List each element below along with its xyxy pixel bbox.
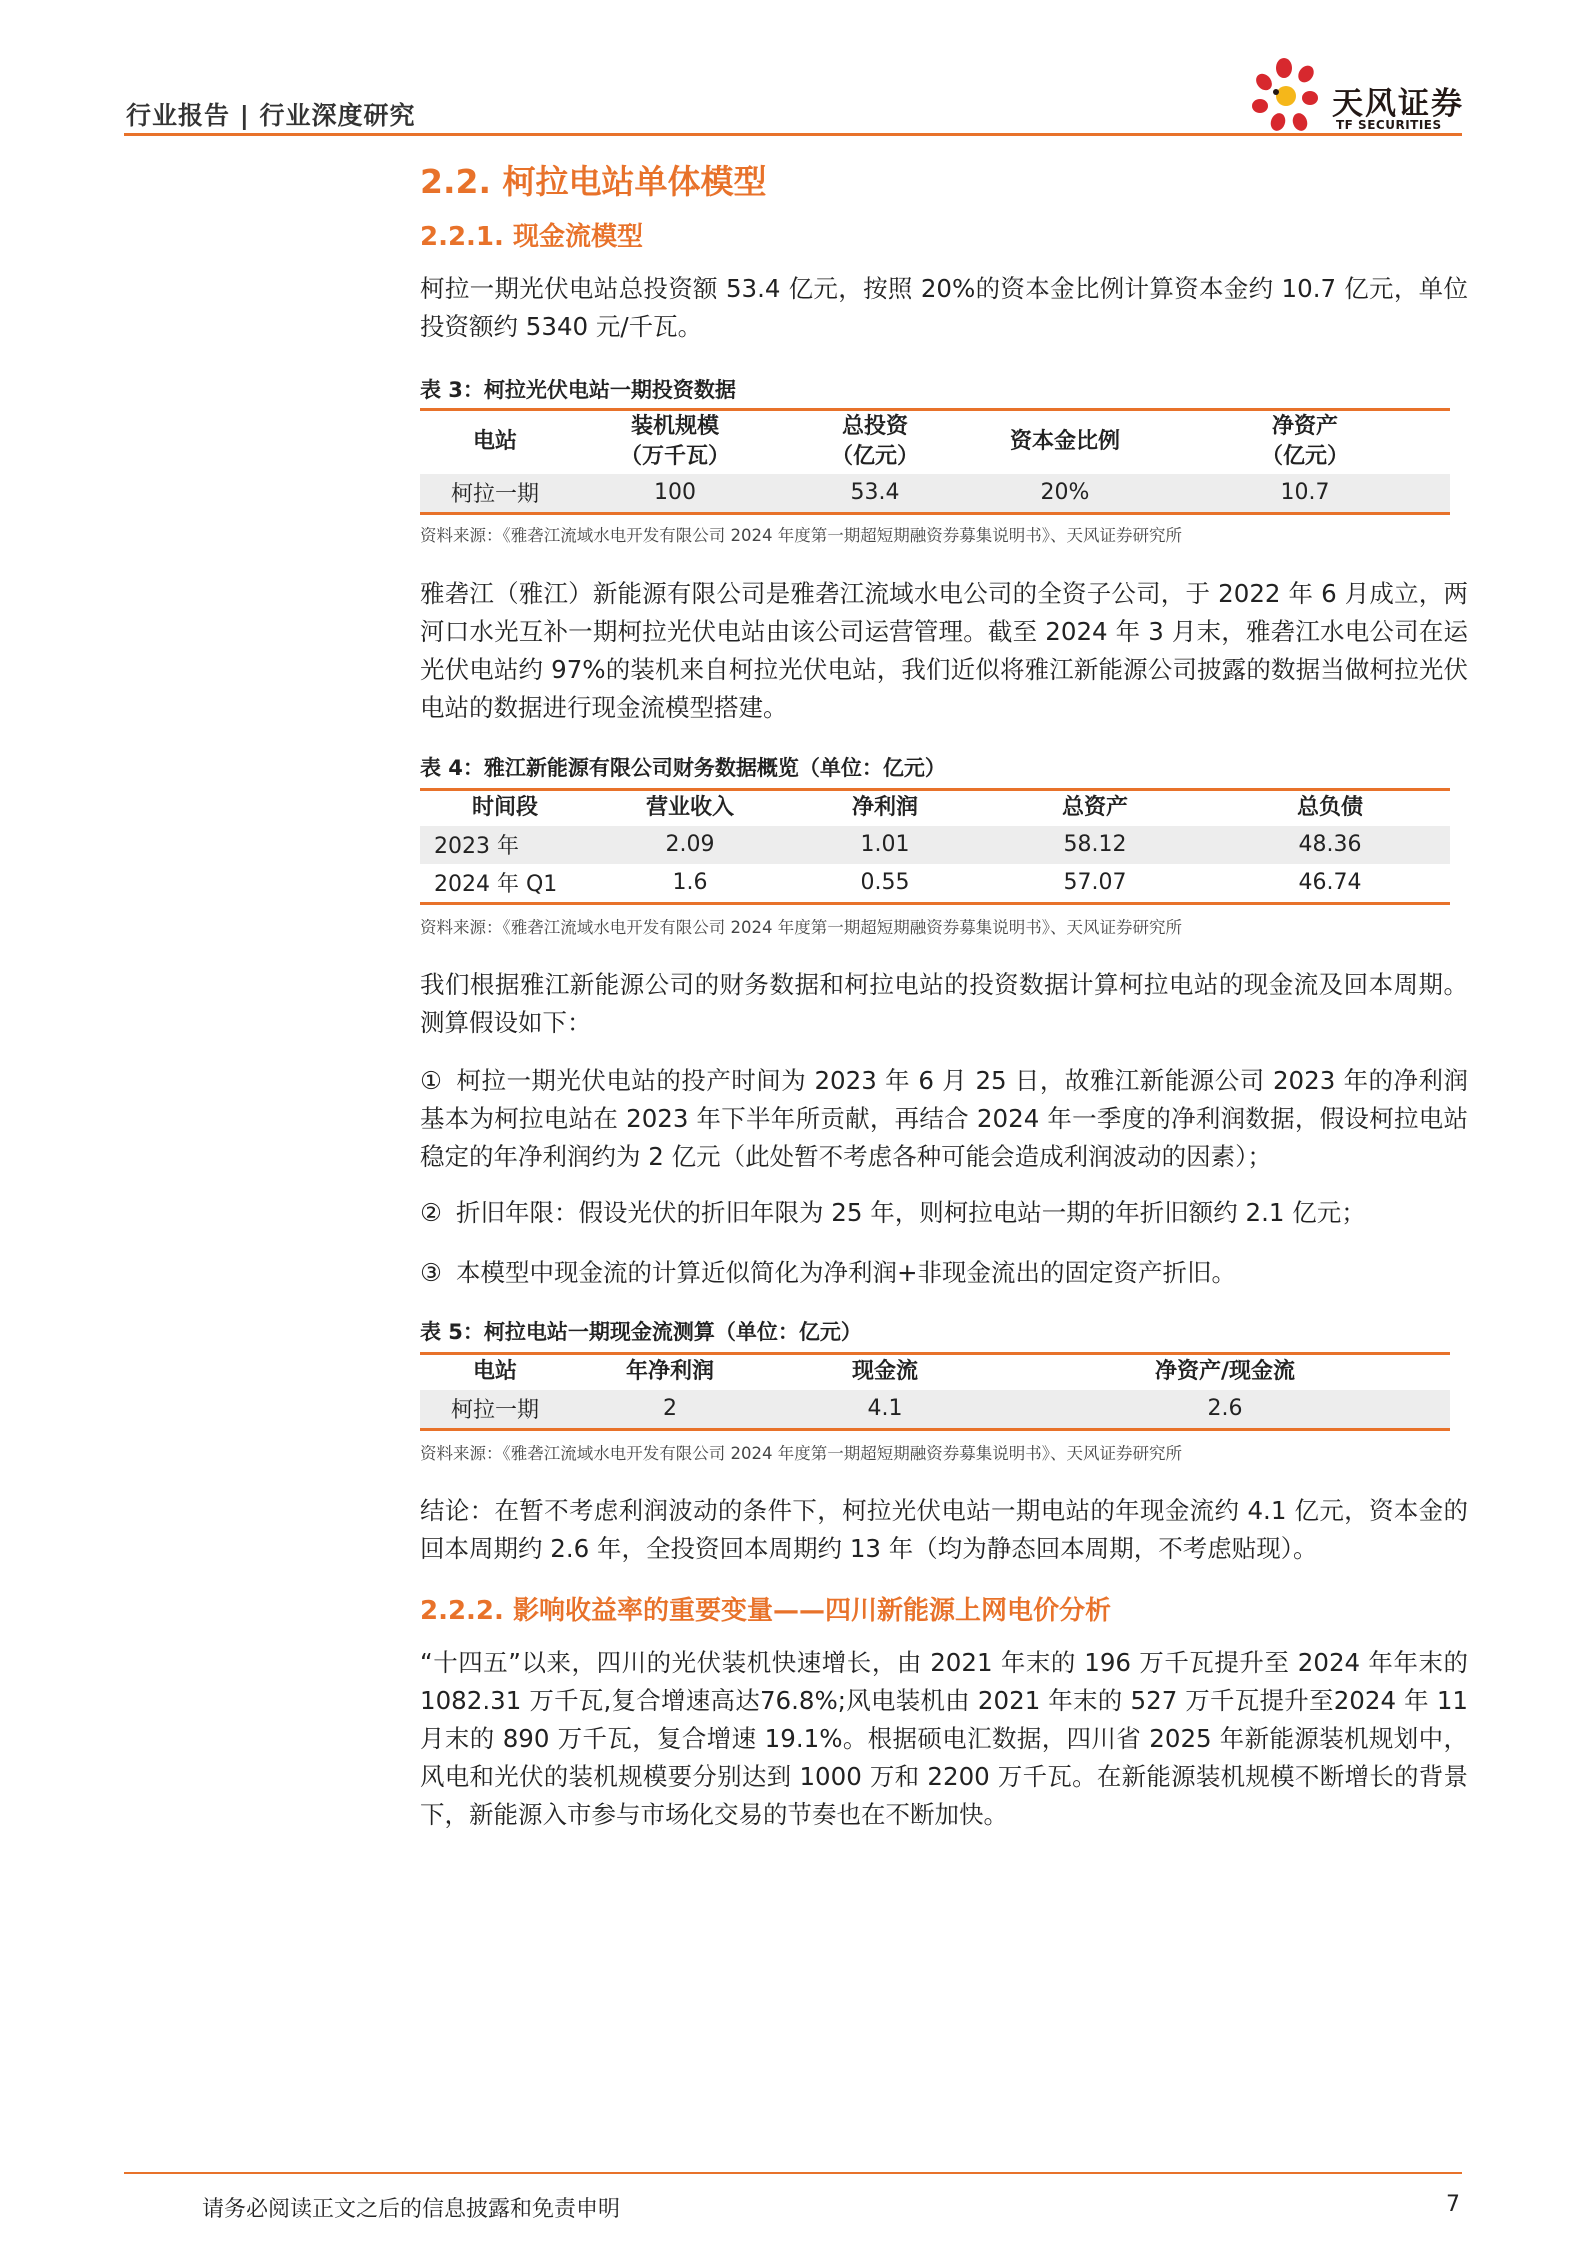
table3-cell-station: 柯拉一期 (450, 482, 539, 507)
table4-cell: 48.36 (1298, 832, 1362, 857)
list-item (420, 1254, 1468, 1292)
table4-cell: 2023 年 (434, 834, 519, 859)
table3-header-capacity-label: 装机规模 (630, 414, 719, 440)
table-row (420, 826, 1450, 864)
subsection-heading-2-2-1: 2.2.1. 现金流模型 (420, 222, 643, 252)
table3-header-net-assets-label: 净资产 (1271, 414, 1338, 440)
table3-header-investment (780, 410, 970, 474)
table5-cell-net-profit: 2 (663, 1396, 677, 1421)
table5-caption: 表 5：柯拉电站一期现金流测算（单位：亿元） (420, 1320, 862, 1344)
footer-divider (124, 2172, 1462, 2174)
table5-header-station: 电站 (472, 1359, 517, 1385)
tf-securities-logo (1248, 56, 1478, 138)
logo-english-name: TF SECURITIES (1336, 118, 1442, 132)
table4-header-net-profit: 净利润 (851, 795, 918, 821)
table3-cell-equity-ratio: 20% (1040, 480, 1090, 505)
table3-header-net-assets-unit: （亿元） (1260, 444, 1349, 470)
table4-header-total-assets: 总资产 (1061, 795, 1128, 821)
table3-header-net-assets (1160, 410, 1450, 474)
table4-source: 资料来源：《雅砻江流域水电开发有限公司 2024 年度第一期超短期融资券募集说明书》、天风证券研究所 (420, 918, 1182, 937)
list-item-text: 本模型中现金流的计算近似简化为净利润+非现金流出的固定资产折旧。 (456, 1258, 1237, 1287)
table-row (420, 474, 1450, 514)
table5-header-cashflow: 现金流 (851, 1359, 918, 1385)
table4-cell: 46.74 (1298, 870, 1362, 895)
table3-header-capacity (570, 410, 780, 474)
table5-cell-cashflow: 4.1 (867, 1396, 903, 1421)
list-item-text: 折旧年限：假设光伏的折旧年限为 25 年，则柯拉电站一期的年折旧额约 2.1 亿元； (456, 1198, 1366, 1227)
table5-source: 资料来源：《雅砻江流域水电开发有限公司 2024 年度第一期超短期融资券募集说明书》、天风证券研究所 (420, 1444, 1182, 1463)
table4-cell: 1.01 (860, 832, 910, 857)
list-marker: ② (420, 1198, 442, 1227)
page-number: 7 (1446, 2192, 1460, 2217)
table3-header-investment-label: 总投资 (841, 414, 908, 440)
table3-investment-data (420, 408, 1450, 515)
table4-header-revenue: 营业收入 (645, 795, 734, 821)
paragraph-sichuan-capacity: “十四五”以来，四川的光伏装机快速增长，由 2021 年末的 196 万千瓦提升至 2024 年年末的1082.31 万千瓦,复合增速高达76.8%;风电装机由 2021 年末的 527 万千瓦提升至2024 年 11 月末的 890 万千瓦，复合增速 19.1%。根据硕电汇数据，四川省 2025 年新能源装机规划中，风电和光伏的装机规模要分别达到 1000 万和 2200 万千瓦。在新能源装机规模不断增长的背景下，新能源入市参与市场化交易的节奏也在不断加快。 (420, 1648, 1468, 1829)
table3-source: 资料来源：《雅砻江流域水电开发有限公司 2024 年度第一期超短期融资券募集说明书》、天风证券研究所 (420, 526, 1182, 545)
paragraph-company-intro: 雅砻江（雅江）新能源有限公司是雅砻江流域水电公司的全资子公司，于 2022 年 6 月成立，两河口水光互补一期柯拉光伏电站由该公司运营管理。截至 2024 年 3 月末，雅砻江水电公司在运光伏电站约 97%的装机来自柯拉光伏电站，我们近似将雅江新能源公司披露的数据当做柯拉光伏电站的数据进行现金流模型搭建。 (420, 579, 1468, 722)
table4-financial-data (420, 788, 1450, 905)
list-item (420, 1194, 1468, 1232)
table4-cell: 1.6 (672, 870, 708, 895)
table4-cell: 0.55 (860, 870, 910, 895)
table-row (420, 1390, 1450, 1430)
table4-caption: 表 4：雅江新能源有限公司财务数据概览（单位：亿元） (420, 756, 946, 780)
table3-header-capacity-unit: （万千瓦） (619, 444, 730, 470)
table3-caption: 表 3：柯拉光伏电站一期投资数据 (420, 378, 736, 402)
table4-header-total-liabilities: 总负债 (1296, 795, 1363, 821)
table5-header-payback: 净资产/现金流 (1154, 1359, 1296, 1385)
logo-chinese-name: 天风证券 (1332, 86, 1464, 122)
list-marker: ③ (420, 1258, 442, 1287)
paragraph-conclusion: 结论：在暂不考虑利润波动的条件下，柯拉光伏电站一期电站的年现金流约 4.1 亿元，资本金的回本周期约 2.6 年，全投资回本周期约 13 年（均为静态回本周期，不考虑贴现）。 (420, 1496, 1468, 1563)
paragraph-assumptions-intro: 我们根据雅江新能源公司的财务数据和柯拉电站的投资数据计算柯拉电站的现金流及回本周期。测算假设如下： (420, 970, 1468, 1037)
subsection-heading-2-2-2: 2.2.2. 影响收益率的重要变量——四川新能源上网电价分析 (420, 1596, 1111, 1626)
table4-header-period: 时间段 (471, 795, 538, 821)
table5-cell-station: 柯拉一期 (450, 1398, 539, 1423)
table3-header-equity-ratio: 资本金比例 (1009, 429, 1120, 455)
table4-cell: 2024 年 Q1 (434, 872, 558, 897)
table-row (420, 864, 1450, 904)
table4-cell: 57.07 (1063, 870, 1127, 895)
list-marker: ① (420, 1066, 442, 1095)
table5-cashflow-data (420, 1352, 1450, 1431)
table4-cell: 58.12 (1063, 832, 1127, 857)
paragraph-investment: 柯拉一期光伏电站总投资额 53.4 亿元，按照 20%的资本金比例计算资本金约 10.7 亿元，单位投资额约 5340 元/千瓦。 (420, 274, 1468, 341)
tf-flower-icon (1248, 56, 1330, 138)
list-item-text: 柯拉一期光伏电站的投产时间为 2023 年 6 月 25 日，故雅江新能源公司 2023 年的净利润基本为柯拉电站在 2023 年下半年所贡献，再结合 2024 年一季度的净利润数据，假设柯拉电站稳定的年净利润约为 2 亿元（此处暂不考虑各种可能会造成利润波动的因素）； (420, 1066, 1468, 1171)
table5-header-net-profit: 年净利润 (625, 1359, 714, 1385)
report-type-header: 行业报告 | 行业深度研究 (126, 101, 416, 130)
table3-cell-net-assets: 10.7 (1280, 480, 1330, 505)
table3-header-station: 电站 (472, 429, 517, 455)
table4-cell: 2.09 (665, 832, 715, 857)
table3-header-investment-unit: （亿元） (830, 444, 919, 470)
section-heading-2-2: 2.2. 柯拉电站单体模型 (420, 162, 767, 201)
footer-disclaimer: 请务必阅读正文之后的信息披露和免责申明 (202, 2197, 621, 2222)
table3-cell-investment: 53.4 (850, 480, 900, 505)
list-item (420, 1062, 1468, 1176)
table3-cell-capacity: 100 (654, 480, 696, 505)
table5-cell-payback: 2.6 (1207, 1396, 1243, 1421)
